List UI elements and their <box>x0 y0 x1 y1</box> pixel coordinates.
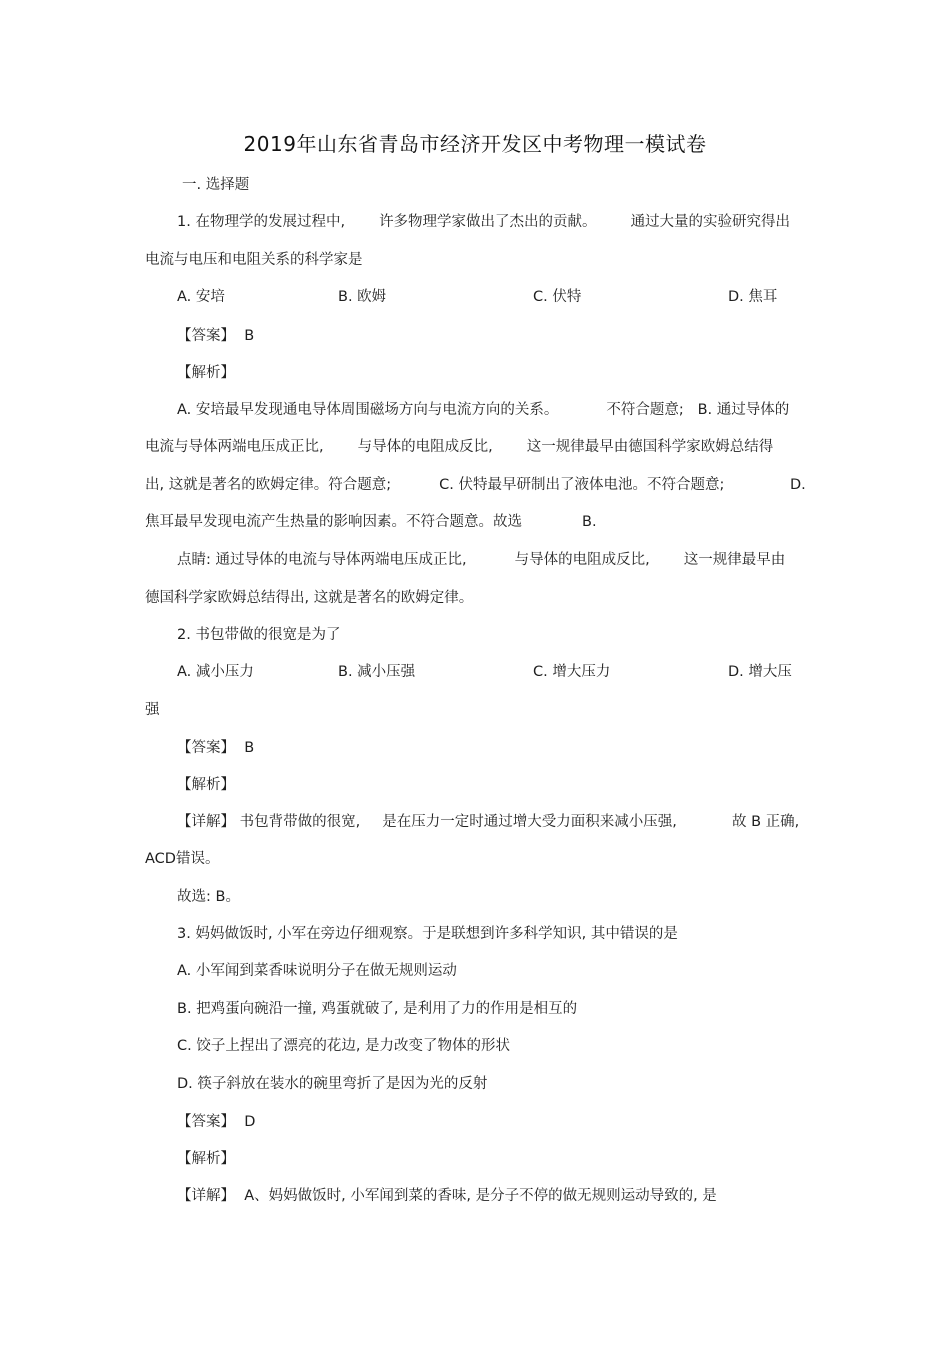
q1-analysis-2b: 与导体的电阻成反比, <box>357 439 493 455</box>
q3-option-d: D. 筷子斜放在装水的碗里弯折了是因为光的反射 <box>177 1076 488 1092</box>
detail-label: 【详解】 <box>177 1188 235 1204</box>
q1-analysis-line-4 <box>145 512 522 532</box>
q3-detail-1: A、妈妈做饭时, 小军闻到菜的香味, 是分子不停的做无规则运动导致的, 是 <box>244 1188 717 1204</box>
q2-option-wrap: 强 <box>145 702 160 718</box>
answer-value: B <box>244 328 255 344</box>
answer-value: B <box>244 740 255 756</box>
q1-stem-1a: 1. 在物理学的发展过程中, <box>177 214 346 230</box>
detail-label: 【详解】 <box>177 814 235 830</box>
q1-analysis-label: 【解析】 <box>177 365 235 381</box>
q1-stem-line-2: 电流与电压和电阻关系的科学家是 <box>145 252 363 268</box>
q2-option-b: B. 减小压强 <box>338 664 416 680</box>
q1-stem-line-1 <box>177 212 790 232</box>
q2-option-d: D. 增大压 <box>728 664 792 680</box>
q2-stem: 2. 书包带做的很宽是为了 <box>177 627 341 643</box>
q2-choice: 故选: B。 <box>177 889 240 905</box>
q1-comment-line-2: 德国科学家欧姆总结得出, 这就是著名的欧姆定律。 <box>145 590 474 606</box>
q2-detail-1b: 是在压力一定时通过增大受力面积来减小压强, <box>382 814 677 830</box>
q1-comment-1b: 与导体的电阻成反比, <box>514 552 650 568</box>
q3-stem: 3. 妈妈做饭时, 小军在旁边仔细观察。于是联想到许多科学知识, 其中错误的是 <box>177 926 678 942</box>
q3-detail-line-1 <box>177 1186 717 1206</box>
q3-answer <box>177 1112 255 1132</box>
q2-option-c: C. 增大压力 <box>533 664 611 680</box>
section-heading: 一. 选择题 <box>182 177 250 193</box>
q2-detail-line-2: ACD错误。 <box>145 851 220 867</box>
q2-detail-1c: 故 B 正确, <box>732 814 800 830</box>
q1-comment-line-1 <box>177 550 785 570</box>
q1-analysis-3c: D. <box>790 477 806 493</box>
q1-analysis-4b: B. <box>582 514 597 530</box>
q1-comment-1a: 点睛: 通过导体的电流与导体两端电压成正比, <box>177 552 467 568</box>
q1-analysis-line-2 <box>145 437 773 457</box>
q1-analysis-2c: 这一规律最早由德国科学家欧姆总结得 <box>526 439 774 455</box>
q1-answer <box>177 326 254 346</box>
q1-stem-1c: 通过大量的实验研究得出 <box>630 214 791 230</box>
q2-option-a: A. 减小压力 <box>177 664 254 680</box>
q1-analysis-1b: 不符合题意; <box>606 402 684 418</box>
q1-option-c: C. 伏特 <box>533 289 582 305</box>
q1-analysis-line-1 <box>177 400 789 420</box>
q1-analysis-3b: C. 伏特最早研制出了液体电池。不符合题意; <box>439 477 725 493</box>
q1-analysis-1c: B. 通过导体的 <box>697 402 790 418</box>
q2-answer <box>177 738 254 758</box>
q3-option-b: B. 把鸡蛋向碗沿一撞, 鸡蛋就破了, 是利用了力的作用是相互的 <box>177 1001 578 1017</box>
q1-stem-1b: 许多物理学家做出了杰出的贡献。 <box>379 214 597 230</box>
q1-analysis-2a: 电流与导体两端电压成正比, <box>145 439 324 455</box>
q2-detail-line-1 <box>177 812 677 832</box>
q3-option-c: C. 饺子上捏出了漂亮的花边, 是力改变了物体的形状 <box>177 1038 511 1054</box>
q1-analysis-4a: 焦耳最早发现电流产生热量的影响因素。不符合题意。故选 <box>145 514 522 530</box>
q1-analysis-line-3 <box>145 475 724 495</box>
answer-value: D <box>244 1114 256 1130</box>
q1-option-d: D. 焦耳 <box>728 289 778 305</box>
q1-comment-1c: 这一规律最早由 <box>683 552 786 568</box>
q1-analysis-3a: 出, 这就是著名的欧姆定律。符合题意; <box>145 477 392 493</box>
q1-analysis-1a: A. 安培最早发现通电导体周围磁场方向与电流方向的关系。 <box>177 402 559 418</box>
answer-label: 【答案】 <box>177 1114 235 1130</box>
q3-analysis-label: 【解析】 <box>177 1151 235 1167</box>
q3-option-a: A. 小军闻到菜香味说明分子在做无规则运动 <box>177 963 457 979</box>
q2-analysis-label: 【解析】 <box>177 777 235 793</box>
q2-detail-1a: 书包背带做的很宽, <box>239 814 361 830</box>
answer-label: 【答案】 <box>177 740 235 756</box>
answer-label: 【答案】 <box>177 328 235 344</box>
page-title: 2019年山东省青岛市经济开发区中考物理一模试卷 <box>243 132 707 156</box>
q1-option-a: A. 安培 <box>177 289 225 305</box>
q1-option-b: B. 欧姆 <box>338 289 387 305</box>
